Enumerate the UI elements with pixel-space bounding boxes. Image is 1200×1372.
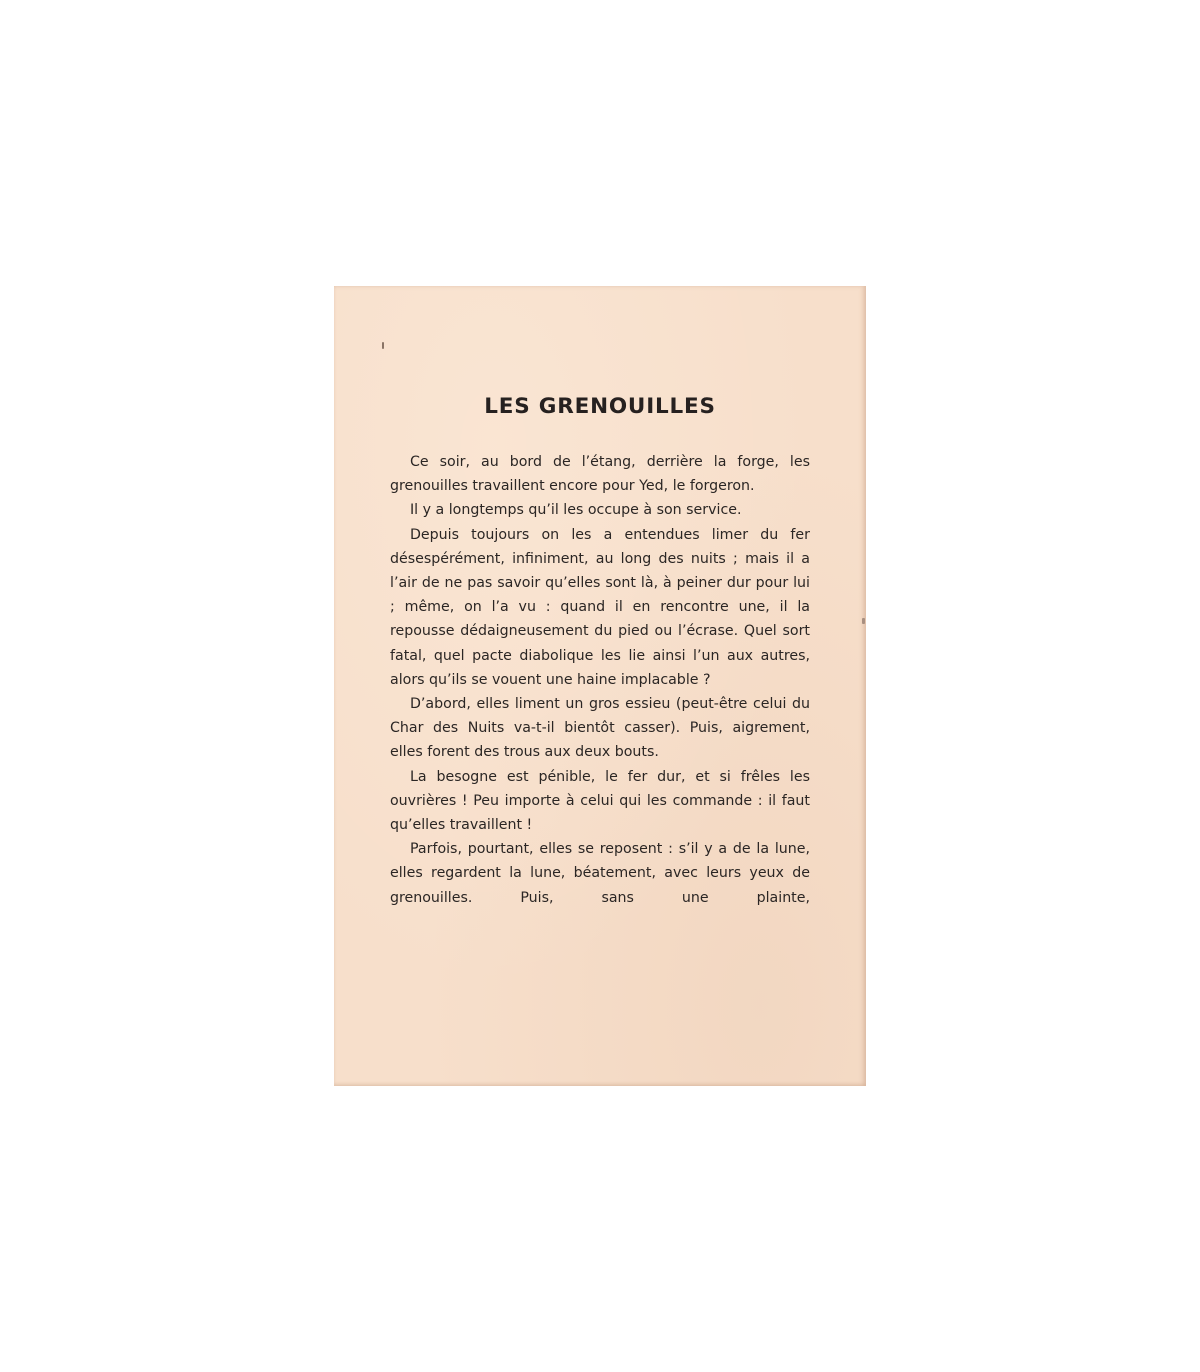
book-page (334, 286, 866, 1086)
paragraph: Parfois, pourtant, elles se reposent : s’il y a de la lune, elles regardent la lune, béatement, avec leurs yeux de grenouilles. Puis, sans une plainte, (390, 841, 810, 906)
paragraph: La besogne est pénible, le fer dur, et si frêles les ouvrières ! Peu importe à celui qui les commande : il faut qu’elles travaillent ! (390, 768, 810, 834)
page-speck (382, 342, 384, 349)
body-text (390, 450, 810, 910)
paragraph: D’abord, elles liment un gros essieu (peut-être celui du Char des Nuits va-t-il bientôt casser). Puis, aigrement, elles forent des trous aux deux bouts. (390, 696, 810, 761)
page-edge-speck (862, 618, 865, 624)
paragraph: Il y a longtemps qu’il les occupe à son service. (410, 502, 742, 519)
chapter-title: LES GRENOUILLES (484, 394, 716, 419)
paragraph: Ce soir, au bord de l’étang, derrière la forge, les grenouilles travaillent encore pour Yed, le forgeron. (390, 454, 810, 495)
paragraph: Depuis toujours on les a entendues limer du fer désespérément, infiniment, au long des nuits ; mais il a l’air de ne pas savoir qu’elles sont là, à peiner dur pour lui ; même, on l’a vu : quand il en rencontre une, il la repousse dédaigneusement du pied ou l’écrase. Quel sort fatal, quel pacte diabolique les lie ainsi l’un aux autres, alors qu’ils se vouent une haine implacable ? (390, 526, 810, 688)
